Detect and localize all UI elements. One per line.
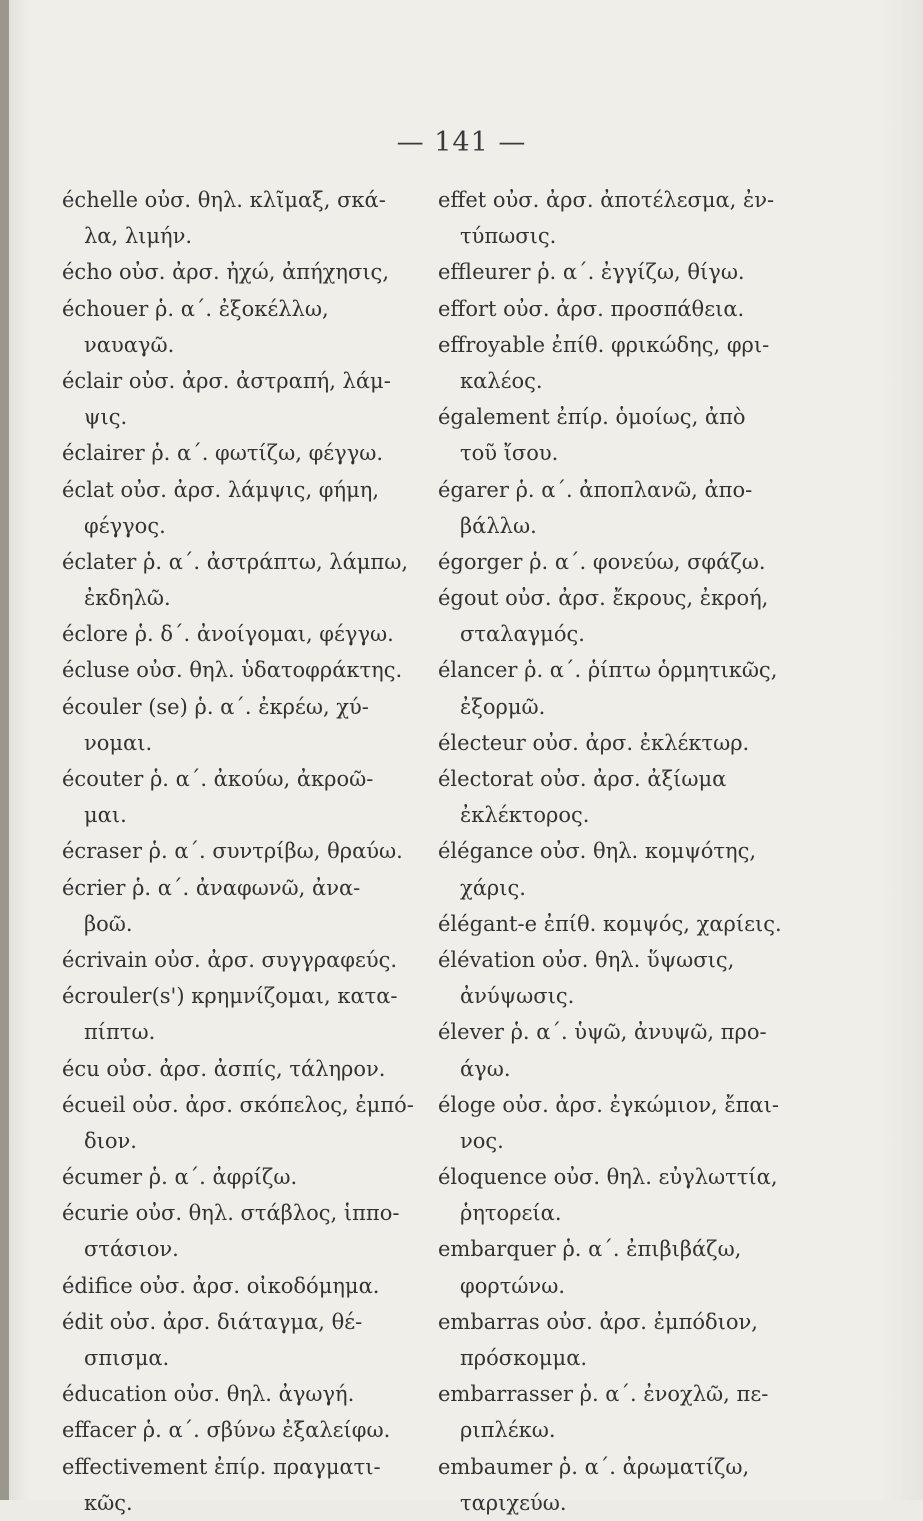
dictionary-entry: également ἐπίρ. ὁμοίως, ἀπὸ [438,405,746,430]
dictionary-entry: éclat οὐσ. ἀρσ. λάμψις, φήμη, [62,477,379,502]
dictionary-entry: éclair οὐσ. ἀρσ. ἀστραπή, λάμ- [62,368,391,393]
dictionary-entry: écrivain οὐσ. ἀρσ. συγγραφεύς. [62,947,398,972]
dictionary-entry-continuation: ἐκδηλῶ. [84,586,171,611]
dictionary-entry: éducation οὐσ. θηλ. ἀγωγή. [62,1382,355,1407]
dictionary-entry-continuation: ῥητορεία. [460,1201,562,1226]
dictionary-entry: élégance οὐσ. θηλ. κομψότης, [438,839,757,864]
dictionary-entry: éclairer ῥ. α΄. φωτίζω, φέγγω. [62,441,384,466]
dictionary-entry-continuation: βάλλω. [460,513,537,538]
dictionary-entry: effort οὐσ. ἀρσ. προσπάθεια. [438,296,745,321]
dictionary-entry: élévation οὐσ. θηλ. ὕψωσις, [438,947,735,972]
dictionary-entry-continuation: σταλαγμός. [460,622,585,647]
dictionary-entry-continuation: ἐκλέκτορος. [460,803,590,828]
dictionary-entry-continuation: νος. [460,1128,504,1153]
dictionary-entry-continuation: νομαι. [84,730,153,755]
dictionary-entry: écurie οὐσ. θηλ. στάβλος, ἱππο- [62,1201,400,1226]
dictionary-entry: élancer ῥ. α΄. ῥίπτω ὁρμητικῶς, [438,658,778,683]
dictionary-entry-continuation: βοῶ. [84,911,133,936]
dictionary-entry: égout οὐσ. ἀρσ. ἔκρους, ἐκροή, [438,586,769,611]
dictionary-entry-continuation: διον. [84,1128,137,1153]
dictionary-entry-continuation: ταριχεύω. [460,1490,567,1515]
dictionary-entry: élégant-e ἐπίθ. κομψός, χαρίεις. [438,911,782,936]
dictionary-entry: écueil οὐσ. ἀρσ. σκόπελος, ἐμπό- [62,1092,414,1117]
dictionary-entry-continuation: φορτώνω. [460,1273,565,1298]
dictionary-entry: électorat οὐσ. ἀρσ. ἀξίωμα [438,767,727,791]
dictionary-entry: écrier ῥ. α΄. ἀναφωνῶ, ἀνα- [62,875,361,900]
dictionary-entry: électeur οὐσ. ἀρσ. ἐκλέκτωρ. [438,730,750,755]
dictionary-entry-continuation: άγω. [460,1056,511,1081]
book-spine-edge [0,0,9,1500]
dictionary-entry-continuation: κῶς. [84,1490,133,1515]
dictionary-entry: écumer ῥ. α΄. ἀφρίζω. [62,1165,298,1190]
dictionary-entry: effectivement ἐπίρ. πραγματι- [62,1454,381,1479]
dictionary-entry-continuation: πρόσκομμα. [460,1346,588,1370]
dictionary-entry: effroyable ἐπίθ. φρικώδης, φρι- [438,332,770,357]
dictionary-entry: écluse οὐσ. θηλ. ὑδατοφράκτης. [62,658,403,683]
dictionary-entry: effet οὐσ. ἀρσ. ἀποτέλεσμα, ἐν- [438,188,775,212]
dictionary-entry: effleurer ῥ. α΄. ἐγγίζω, θίγω. [438,260,745,285]
dictionary-entry: écho οὐσ. ἀρσ. ἠχώ, ἀπήχησις, [62,260,389,285]
dictionary-entry: éloge οὐσ. ἀρσ. ἐγκώμιον, ἔπαι- [438,1092,779,1117]
dictionary-entry: écrouler(s') κρημνίζομαι, κατα- [62,984,398,1009]
dictionary-entry: édit οὐσ. ἀρσ. διάταγμα, θέ- [62,1309,363,1334]
dictionary-entry: embarrasser ῥ. α΄. ἐνοχλῶ, πε- [438,1382,769,1407]
dictionary-entry: écouter ῥ. α΄. ἀκούω, ἀκροῶ- [62,767,374,791]
right-column [438,182,828,1521]
dictionary-entry: embarras οὐσ. ἀρσ. ἐμπόδιον, [438,1309,758,1334]
page-number: — 141 — [396,127,527,158]
dictionary-entry: embarquer ῥ. α΄. ἐπιβιβάζω, [438,1237,742,1262]
dictionary-entry-continuation: ἐξορμῶ. [460,694,546,719]
dictionary-entry-continuation: λα, λιμήν. [84,224,193,249]
left-column [62,182,452,1521]
dictionary-entry: écraser ῥ. α΄. συντρίβω, θραύω. [62,839,403,864]
dictionary-entry: égorger ῥ. α΄. φονεύω, σφάζω. [438,549,766,574]
dictionary-entry-continuation: φέγγος. [84,513,166,538]
dictionary-entry: échelle οὐσ. θηλ. κλῖμαξ, σκά- [62,188,386,212]
dictionary-entry-continuation: πίπτω. [84,1020,156,1045]
dictionary-entry-continuation: χάρις. [460,875,526,900]
dictionary-entry: élever ῥ. α΄. ὑψῶ, ἀνυψῶ, προ- [438,1020,767,1045]
dictionary-entry: éclater ῥ. α΄. ἀστράπτω, λάμπω, [62,549,409,574]
dictionary-entry-continuation: καλέος. [460,368,543,393]
dictionary-entry-continuation: ναυαγῶ. [84,332,175,357]
dictionary-entry: embaumer ῥ. α΄. ἀρωματίζω, [438,1454,750,1479]
dictionary-entry-continuation: ψις. [84,405,128,430]
dictionary-entry-continuation: ἀνύψωσις. [460,984,575,1009]
dictionary-entry: égarer ῥ. α΄. ἀποπλανῶ, ἀπο- [438,477,753,502]
dictionary-entry-continuation: τοῦ ἴσου. [460,441,559,466]
dictionary-entry: écouler (se) ῥ. α΄. ἐκρέω, χύ- [62,694,369,719]
dictionary-entry: écu οὐσ. ἀρσ. ἀσπίς, τάληρον. [62,1056,386,1081]
dictionary-entry: édifice οὐσ. ἀρσ. οἰκοδόμημα. [62,1273,380,1298]
dictionary-entry: effacer ῥ. α΄. σβύνω ἐξαλείφω. [62,1418,391,1443]
dictionary-entry-continuation: ριπλέκω. [460,1418,556,1443]
dictionary-entry-continuation: στάσιον. [84,1237,179,1262]
dictionary-entry: éloquence οὐσ. θηλ. εὐγλωττία, [438,1165,778,1190]
dictionary-entry-continuation: τύπωσις. [460,224,557,249]
dictionary-entry: éclore ῥ. δ΄. ἀνοίγομαι, φέγγω. [62,622,394,647]
dictionary-entry-continuation: σπισμα. [84,1346,170,1370]
dictionary-entry-continuation: μαι. [84,803,127,828]
dictionary-entry: échouer ῥ. α΄. ἐξοκέλλω, [62,296,329,321]
